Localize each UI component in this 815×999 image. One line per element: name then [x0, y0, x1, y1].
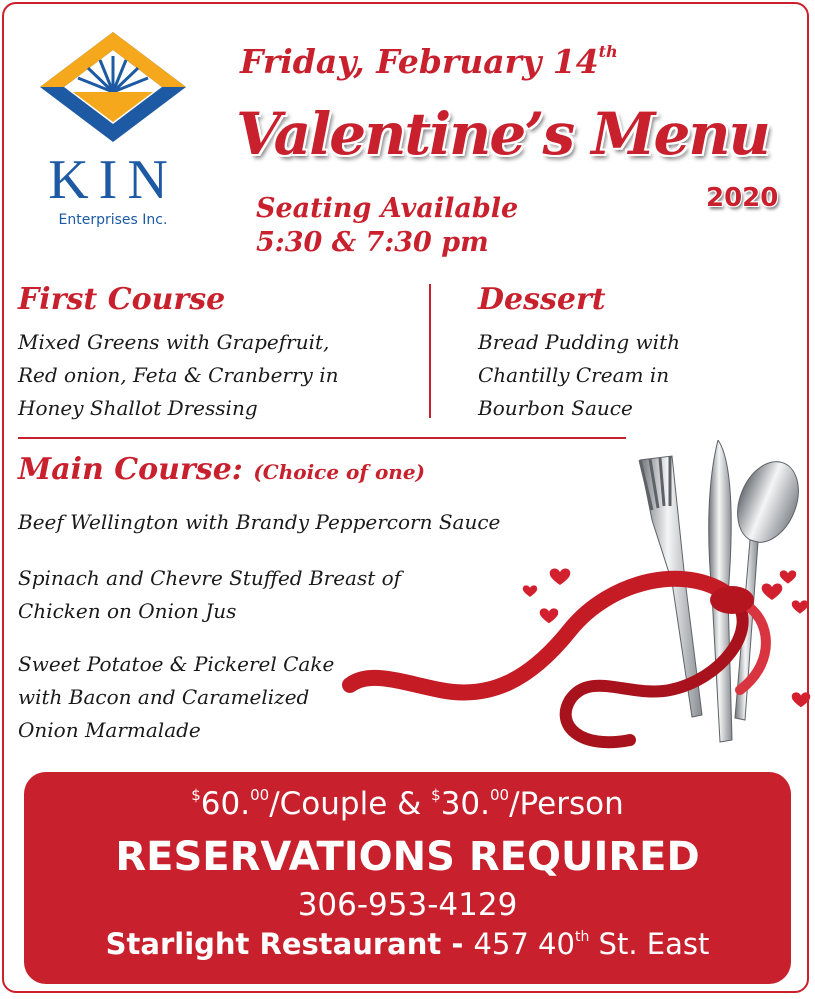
section-divider	[18, 437, 626, 439]
first-course-description	[18, 326, 338, 425]
description-line: Honey Shallot Dressing	[18, 396, 258, 420]
main-course-item: Sweet Potatoe & Pickerel Cake with Bacon and Caramelized Onion Marmalade	[18, 652, 335, 742]
main-course-heading: Main Course: (Choice of one)	[18, 452, 426, 487]
event-date: Friday, February 14th	[240, 42, 618, 81]
kin-logo-icon	[38, 30, 188, 145]
dessert-description	[478, 326, 680, 425]
logo-wordmark: KIN	[48, 149, 178, 211]
description-line: Bourbon Sauce	[478, 396, 633, 420]
column-divider	[429, 284, 431, 418]
menu-title: Valentine’s Menu	[236, 100, 769, 168]
seating-label: Seating Available	[256, 193, 519, 224]
reservation-panel	[24, 772, 791, 984]
seating-times: 5:30 & 7:30 pm	[256, 227, 489, 258]
ribbon-icon	[350, 579, 766, 743]
menu-year: 2020	[706, 183, 779, 213]
reservations-required: RESERVATIONS REQUIRED	[115, 834, 700, 880]
seating-info	[256, 192, 518, 260]
main-course-item: Spinach and Chevre Stuffed Breast of Chicken on Onion Jus	[18, 566, 402, 623]
description-line: Bread Pudding with	[478, 330, 680, 354]
description-line: Chantilly Cream in	[478, 363, 670, 387]
main-course-note: (Choice of one)	[253, 460, 426, 484]
kin-logo	[28, 30, 198, 240]
venue-address: Starlight Restaurant - 457 40th St. East	[105, 927, 710, 961]
description-line: Mixed Greens with Grapefruit,	[18, 330, 330, 354]
first-course-heading: First Course	[18, 282, 226, 317]
phone-number: 306-953-4129	[297, 887, 518, 923]
price-line: $60.00/Couple & $30.00/Person	[191, 786, 624, 822]
dessert-heading: Dessert	[478, 282, 606, 317]
logo-subtitle: Enterprises Inc.	[58, 212, 168, 228]
main-course-item: Beef Wellington with Brandy Peppercorn Sauce	[18, 510, 501, 534]
cutlery-illustration	[340, 440, 815, 770]
description-line: Red onion, Feta & Cranberry in	[18, 363, 339, 387]
